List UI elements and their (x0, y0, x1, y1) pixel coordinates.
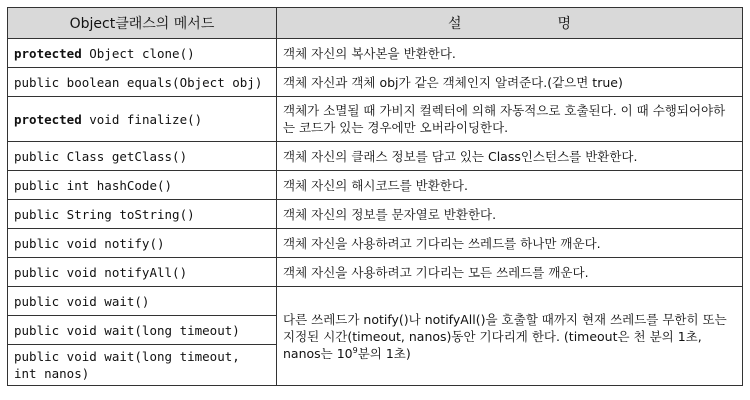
table-row (8, 171, 743, 200)
table-row (8, 39, 743, 68)
table-row (8, 287, 743, 316)
method-sig: void finalize() (81, 111, 203, 127)
method-signature: public void wait() (8, 287, 277, 316)
method-keyword: protected (14, 45, 82, 61)
wait-description (277, 287, 743, 386)
method-description: 객체 자신의 복사본을 반환한다. (277, 39, 743, 68)
method-keyword: protected (14, 111, 82, 127)
method-description: 객체가 소멸될 때 가비지 컬렉터에 의해 자동적으로 호출된다. 이 때 수행되어야하는 코드가 있는 경우에만 오버라이딩한다. (277, 97, 743, 142)
table-row (8, 68, 743, 97)
method-signature: public Class getClass() (8, 142, 277, 171)
method-signature (8, 345, 277, 386)
object-methods-table (7, 7, 743, 386)
method-description: 객체 자신의 해시코드를 반환한다. (277, 171, 743, 200)
method-signature: public void notify() (8, 229, 277, 258)
method-signature (8, 97, 277, 142)
header-description-a: 설 (447, 16, 462, 32)
table-row (8, 97, 743, 142)
table-row (8, 142, 743, 171)
method-description: 객체 자신의 클래스 정보를 담고 있는 Class인스턴스를 반환한다. (277, 142, 743, 171)
method-description: 객체 자신을 사용하려고 기다리는 쓰레드를 하나만 깨운다. (277, 229, 743, 258)
table-row (8, 229, 743, 258)
header-method: Object클래스의 메서드 (8, 8, 277, 39)
method-description: 객체 자신의 정보를 문자열로 반환한다. (277, 200, 743, 229)
table-row (8, 200, 743, 229)
wait-desc-exponent: 9 (352, 345, 358, 355)
method-signature: public void notifyAll() (8, 258, 277, 287)
method-signature (8, 39, 277, 68)
method-signature: public int hashCode() (8, 171, 277, 200)
method-signature: public boolean equals(Object obj) (8, 68, 277, 97)
table-row (8, 258, 743, 287)
method-description: 객체 자신을 사용하려고 기다리는 모든 쓰레드를 깨운다. (277, 258, 743, 287)
method-description: 객체 자신과 객체 obj가 같은 객체인지 알려준다.(같으면 true) (277, 68, 743, 97)
method-signature: public void wait(long timeout) (8, 316, 277, 345)
method-sig-line2: int nanos) (14, 366, 90, 381)
header-description-b: 명 (557, 16, 572, 32)
method-sig: Object clone() (81, 45, 195, 61)
header-description (277, 8, 743, 39)
wait-desc-text: 다른 쓰레드가 notify()나 notifyAll()을 호출할 때까지 현재 쓰레드를 무한히 또는 지정된 시간(timeout, nanos)동안 기다리게 한다. (timeout은 천 분의 1초, nanos는 10 (283, 311, 727, 361)
method-sig-line1: public void wait(long timeout, (14, 349, 240, 364)
method-signature: public String toString() (8, 200, 277, 229)
table-header-row (8, 8, 743, 39)
wait-desc-tail: 분의 1초) (357, 345, 411, 361)
